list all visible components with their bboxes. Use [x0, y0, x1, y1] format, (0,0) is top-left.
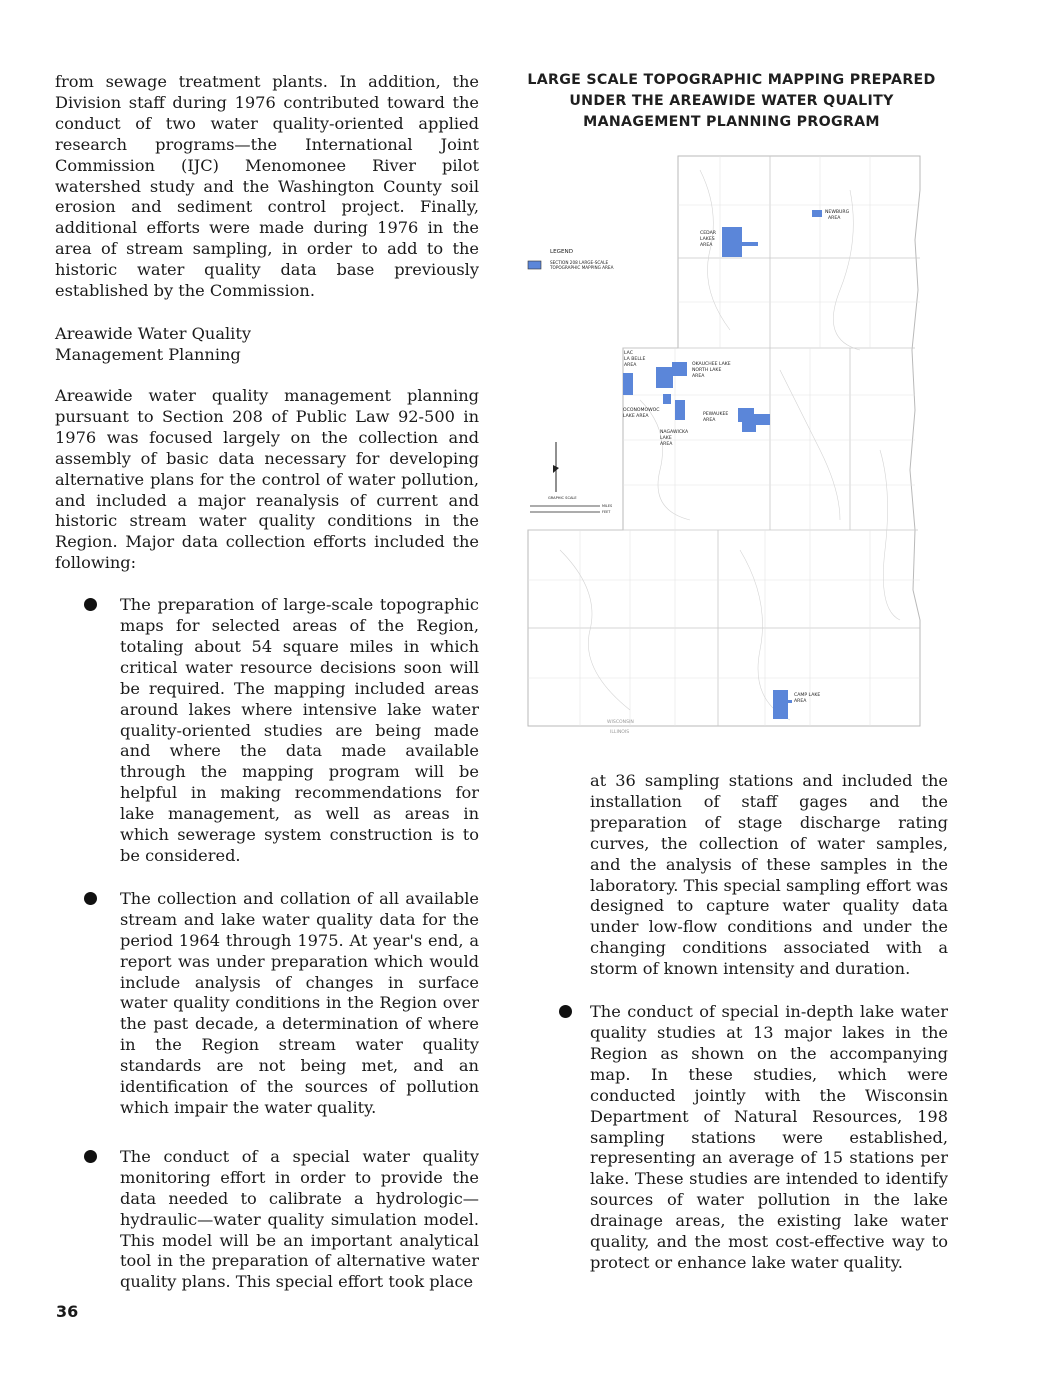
area-lac-la-belle [623, 373, 633, 395]
label-cedar-3: AREA [700, 243, 713, 248]
north-arrow-icon [553, 442, 559, 492]
label-okauchee-1: OKAUCHEE LAKE [692, 362, 731, 367]
section-paragraph: Areawide water quality management planning pursuant to Section 208 of Public Law 92-500 in 1976 was focused largely on the collection and assembly of basic data necessary for developing alternative plans for the control of water pollution, and included a major reanalysis of current and historic stream water quality conditions in the Region. Major data collection efforts included the following: [55, 385, 479, 573]
page-number: 36 [56, 1302, 79, 1321]
right-column [590, 771, 948, 1274]
label-newburg-2: AREA [828, 216, 841, 221]
map-title: LARGE SCALE TOPOGRAPHIC MAPPING PREPARED UNDER THE AREAWIDE WATER QUALITY MANAGEMENT PLANNING PROGRAM [527, 72, 936, 130]
area-okauchee [656, 362, 687, 388]
area-pewaukee [738, 408, 770, 432]
bullet-item [590, 1002, 948, 1274]
label-pewaukee-1: PEWAUKEE [703, 412, 729, 417]
bullet-item [120, 1147, 479, 1293]
state-label-wisconsin: WISCONSIN [607, 720, 634, 725]
section-heading-line1: Areawide Water Quality [55, 323, 251, 343]
label-lac-2: LA BELLE [624, 357, 646, 362]
label-lac-3: AREA [624, 363, 637, 368]
map-svg [520, 150, 945, 740]
bullet-dot-icon [84, 1150, 97, 1163]
mapping-areas [623, 210, 822, 719]
topographic-map-figure [520, 150, 945, 740]
label-pewaukee-2: AREA [703, 418, 716, 423]
bullet-text: The collection and collation of all available stream and lake water quality data for the period 1964 through 1975. At year's end, a report was under preparation which would include analysis of changes in surface water quality conditions in the Region over the past decade, a determination of where in the Region stream water quality standards are not being met, and an identification of the sources of pollution which impair the water quality. [120, 888, 479, 1117]
bullet-item [120, 889, 479, 1119]
intro-paragraph: from sewage treatment plants. In addition, the Division staff during 1976 contributed toward the conduct of two water quality-oriented applied research programs—the International Joint Commission (IJC) Menomonee River pilot watershed study and the Washington County soil erosion and sediment control project. Finally, additional efforts were made during 1976 in the area of stream sampling, in order to add to the historic water quality data base previously established by the Commission. [55, 72, 479, 301]
section-heading-line2: Management Planning [55, 344, 241, 364]
legend-title: LEGEND [550, 249, 574, 255]
bullet-item [120, 595, 479, 867]
area-newburg [812, 210, 822, 217]
legend-item-line2: TOPOGRAPHIC MAPPING AREA [550, 265, 614, 270]
continuation-paragraph: at 36 sampling stations and included the installation of staff gages and the preparation of stage discharge rating curves, the collection of water samples, and the analysis of these samples in the laboratory. This special sampling effort was designed to capture water quality data under low-flow conditions and under the changing conditions associated with a storm of known intensity and duration. [590, 771, 948, 979]
area-oconomowoc [663, 394, 671, 404]
area-camp-lake [773, 690, 792, 719]
area-labels [623, 209, 850, 704]
label-cedar-2: LAKES [700, 237, 715, 242]
label-oconomowoc-1: OCONOMOWOC [623, 408, 660, 413]
state-label-illinois: ILLINOIS [610, 730, 630, 735]
bullet-dot-icon [84, 598, 97, 611]
label-lac-1: LAC [624, 351, 633, 356]
scale-label: GRAPHIC SCALE [548, 496, 577, 500]
label-nagawicka-3: AREA [660, 442, 673, 447]
bullet-dot-icon [84, 892, 97, 905]
bullet-text: The conduct of special in-depth lake water quality studies at 13 major lakes in the Region as shown on the accompanying map. In these studies, which were conducted jointly with the Wisconsin Department of Natural Resources, 198 sampling stations were established, representing an average of 15 stations per lake. These studies are intended to identify sources of water pollution in the lake drainage areas, the existing lake water quality, and the most cost-effective way to protect or enhance lake water quality. [590, 1002, 948, 1272]
label-nagawicka-1: NAGAWICKA [660, 430, 689, 435]
left-column [55, 72, 479, 1293]
scale-feet: FEET [602, 510, 611, 514]
area-nagawicka [675, 400, 685, 420]
legend-item-line1: SECTION 208 LARGE-SCALE [550, 260, 609, 265]
bullet-text: The conduct of a special water quality monitoring effort in order to provide the data needed to calibrate a hydrologic—hydraulic—water quality simulation model. This model will be an important analytical tool in the preparation of alternative water quality plans. This special effort took place [120, 1146, 479, 1292]
graphic-scale [530, 496, 612, 514]
label-camp-1: CAMP LAKE [794, 693, 821, 698]
label-newburg-1: NEWBURG [825, 210, 850, 215]
label-cedar-1: CEDAR [700, 231, 716, 236]
label-camp-2: AREA [794, 699, 807, 704]
label-nagawicka-2: LAKE [660, 436, 672, 441]
bullet-dot-icon [559, 1005, 572, 1018]
label-oconomowoc-2: LAKE AREA [623, 414, 649, 419]
legend-swatch [528, 261, 541, 269]
area-cedar-lakes [722, 227, 758, 257]
bullet-text: The preparation of large-scale topographic maps for selected areas of the Region, totaling about 54 square miles in which critical water resource decisions soon will be required. The mapping included areas around lakes where intensive lake water quality-oriented studies are being made and where the data made available through the mapping program will be helpful in making recommendations for lake management, as well as areas in which sewerage system construction is to be considered. [120, 595, 479, 865]
label-okauchee-3: AREA [692, 374, 705, 379]
label-okauchee-2: NORTH LAKE [692, 368, 722, 373]
scale-miles: MILES [602, 504, 613, 508]
